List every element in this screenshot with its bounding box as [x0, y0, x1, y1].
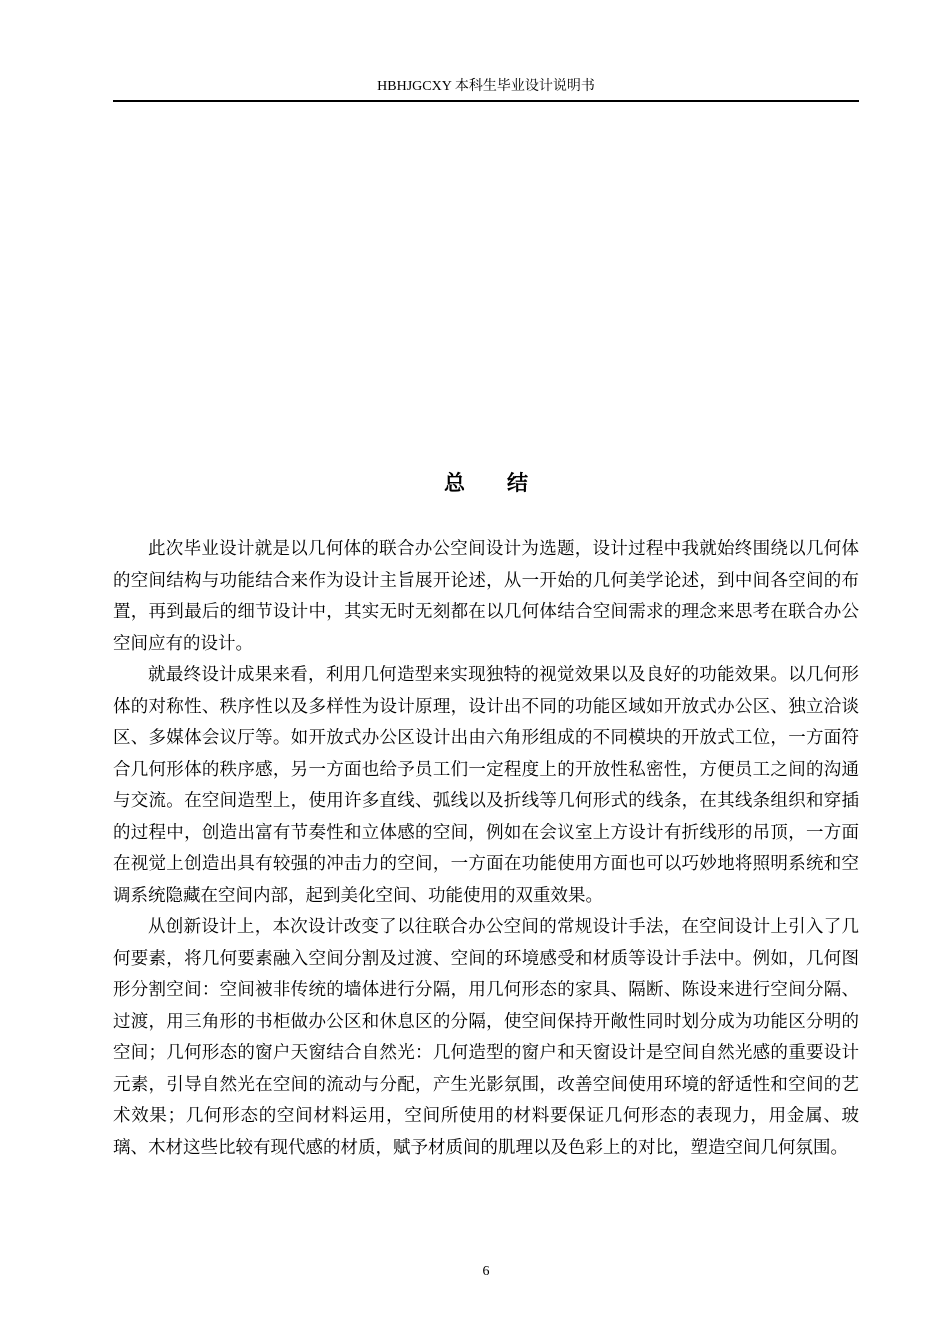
- section-title-char-2: 结: [507, 471, 528, 495]
- paragraph-1: 此次毕业设计就是以几何体的联合办公空间设计为选题，设计过程中我就始终围绕以几何体的空间结构与功能结合来作为设计主旨展开论述，从一开始的几何美学论述，到中间各空间的布置，再到最后的细节设计中，其实无时无刻都在以几何体结合空间需求的理念来思考在联合办公空间应有的设计。: [113, 539, 859, 654]
- header-rule: [113, 100, 859, 102]
- page-number: 6: [482, 1264, 490, 1279]
- body-text: [113, 534, 859, 1164]
- paragraph-2: 就最终设计成果来看，利用几何造型来实现独特的视觉效果以及良好的功能效果。以几何形体的对称性、秩序性以及多样性为设计原理，设计出不同的功能区域如开放式办公区、独立洽谈区、多媒体会议厅等。如开放式办公区设计出由六角形组成的不同模块的开放式工位，一方面符合几何形体的秩序感，另一方面也给予员工们一定程度上的开放性私密性，方便员工之间的沟通与交流。在空间造型上，使用许多直线、弧线以及折线等几何形式的线条，在其线条组织和穿插的过程中，创造出富有节奏性和立体感的空间，例如在会议室上方设计有折线形的吊顶，一方面在视觉上创造出具有较强的冲击力的空间，一方面在功能使用方面也可以巧妙地将照明系统和空调系统隐藏在空间内部，起到美化空间、功能使用的双重效果。: [113, 665, 859, 906]
- page-header: HBHJGCXY 本科生毕业设计说明书: [377, 79, 595, 94]
- section-title-char-1: 总: [444, 471, 465, 495]
- section-title: [113, 468, 859, 498]
- paragraph-3: 从创新设计上，本次设计改变了以往联合办公空间的常规设计手法，在空间设计上引入了几何要素，将几何要素融入空间分割及过渡、空间的环境感受和材质等设计手法中。例如，几何图形分割空间：空间被非传统的墙体进行分隔，用几何形态的家具、隔断、陈设来进行空间分隔、过渡，用三角形的书柜做办公区和休息区的分隔，使空间保持开敞性同时划分成为功能区分明的空间；几何形态的窗户天窗结合自然光：几何造型的窗户和天窗设计是空间自然光感的重要设计元素，引导自然光在空间的流动与分配，产生光影氛围，改善空间使用环境的舒适性和空间的艺术效果；几何形态的空间材料运用，空间所使用的材料要保证几何形态的表现力，用金属、玻璃、木材这些比较有现代感的材质，赋予材质间的肌理以及色彩上的对比，塑造空间几何氛围。: [113, 917, 859, 1158]
